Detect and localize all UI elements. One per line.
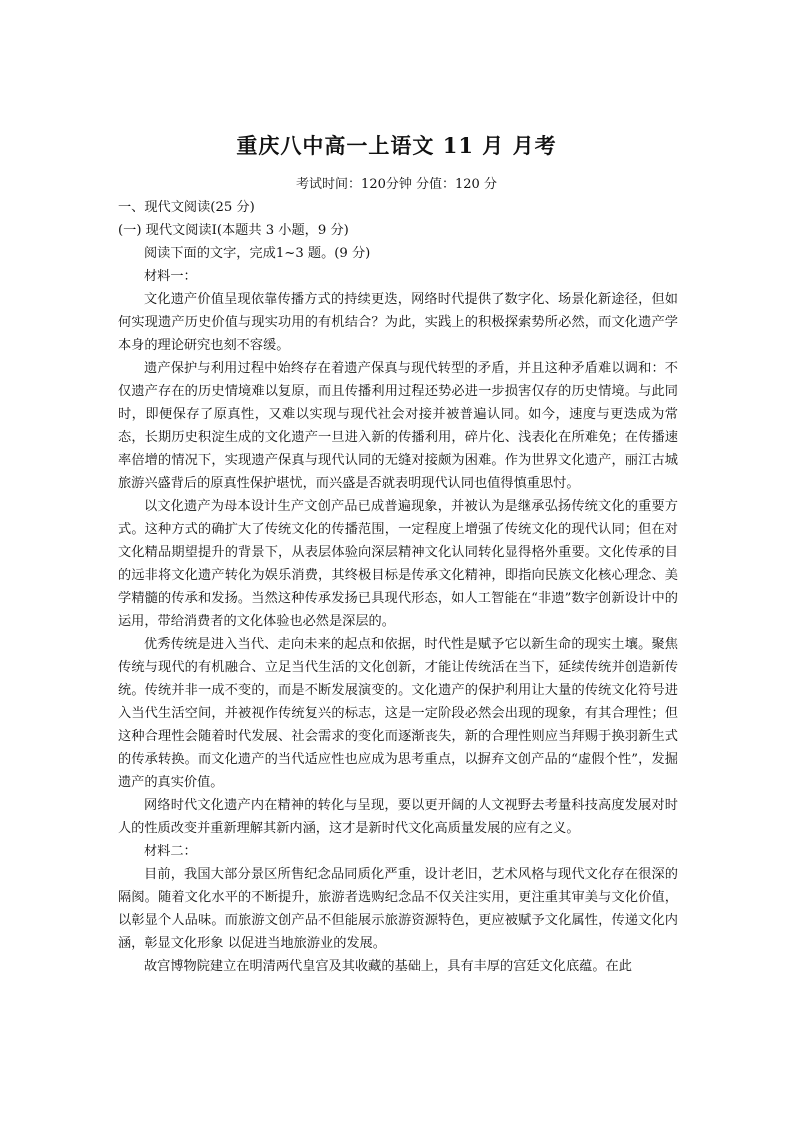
page-title: 重庆八中高一上语文 11 月 月考 — [236, 133, 557, 158]
paragraph: 网络时代文化遗产内在精神的转化与呈现，要以更开阔的人文视野去考量科技高度发展对时人的性质改变并重新理解其新内涵，这才是新时代文化高质量发展的应有之义。 — [118, 798, 678, 836]
paragraph: 遗产保护与利用过程中始终存在着遗产保真与现代转型的矛盾，并且这种矛盾难以调和：不仅遗产存在的历史情境难以复原，而且传播利用过程还势必进一步损害仅存的历史情境。与此同时，即便保存了原真性，又难以实现与现代社会对接并被普遍认同。如今，速度与更迭成为常态，长期历史积淀生成的文化遗产一旦进入新的传播利用，碎片化、浅表化在所难免；在传播速率倍增的情况下，实现遗产保真与现代认同的无缝对接颇为困难。作为世界文化遗产，丽江古城旅游兴盛背后的原真性保护堪忧，而兴盛是否就表明现代认同也值得慎重思忖。 — [118, 361, 678, 491]
section-heading: 一、现代文阅读(25 分) — [118, 200, 255, 215]
paragraph: 优秀传统是进入当代、走向未来的起点和依据，时代性是赋予它以新生命的现实土壤。聚焦传统与现代的有机融合、立足当代生活的文化创新，才能让传统活在当下，延续传统并创造新传统。传统并非一成不变的，而是不断发展演变的。文化遗产的保护利用让大量的传统文化符号进入当代生活空间，并被视作传统复兴的标志，这是一定阶段必然会出现的现象，有其合理性；但这种合理性会随着时代发展、社会需求的变化而逐渐丧失，新的合理性则应当拜赐于换羽新生式的传承转换。而文化遗产的当代适应性也应成为思考重点，以摒弃文创产品的“虚假个性”，发掘遗产的真实价值。 — [118, 637, 678, 790]
paragraph: 以文化遗产为母本设计生产文创产品已成普遍现象，并被认为是继承弘扬传统文化的重要方式。这种方式的确扩大了传统文化的传播范围，一定程度上增强了传统文化的现代认同；但在对文化精品期望提升的背景下，从表层体验向深层精神文化认同转化显得格外重要。文化传承的目的远非将文化遗产转化为娱乐消费，其终极目标是传承文化精神，即指向民族文化核心理念、美学精髓的传承和发扬。当然这种传承发扬已具现代形态，如人工智能在“非遗”数字创新设计中的运用，带给消费者的文化体验也必然是深层的。 — [118, 499, 678, 629]
paragraph: 故宫博物院建立在明清两代皇宫及其收藏的基础上，具有丰厚的宫廷文化底蕴。在此 — [144, 959, 632, 974]
paragraph: 文化遗产价值呈现依靠传播方式的持续更迭，网络时代提供了数字化、场景化新途径，但如何实现遗产历史价值与现实功用的有机结合？为此，实践上的积极探索势所必然，而文化遗产学本身的理论研究也刻不容缓。 — [118, 292, 678, 353]
material-label: 材料一： — [144, 269, 197, 284]
material-label: 材料二： — [144, 844, 197, 859]
exam-info: 考试时间：120分钟 分值：120 分 — [296, 177, 497, 192]
document-body — [118, 196, 678, 978]
instruction-text: 阅读下面的文字，完成1~3 题。(9 分) — [144, 246, 371, 261]
subsection-heading: (一) 现代文阅读Ⅰ(本题共 3 小题，9 分) — [118, 223, 349, 238]
paragraph: 目前，我国大部分景区所售纪念品同质化严重，设计老旧，艺术风格与现代文化存在很深的隔阂。随着文化水平的不断提升，旅游者选购纪念品不仅关注实用，更注重其审美与文化价值，以彰显个人品味。而旅游文创产品不但能展示旅游资源特色，更应被赋予文化属性，传递文化内涵，彰显文化形象 以促进当地旅游业的发展。 — [118, 867, 678, 951]
